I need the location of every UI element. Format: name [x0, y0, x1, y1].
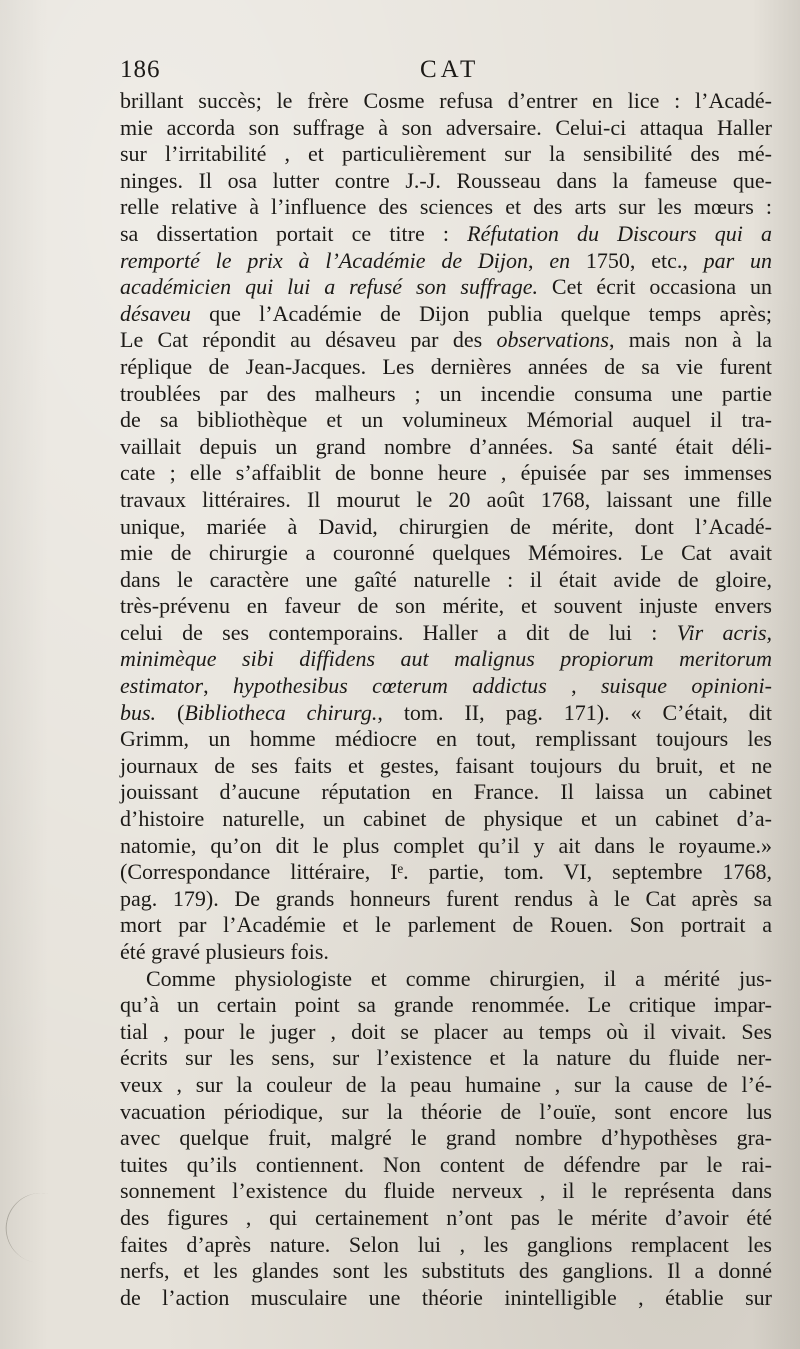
text-line: [120, 886, 772, 913]
text-run: brillant succès; le frère Cosme refusa d’entrer en lice : l’Acadé-: [120, 88, 772, 113]
text-line: [120, 487, 772, 514]
italic-text: hypothesibus cœterum addictus: [232, 673, 547, 699]
text-run: avec quelque fruit, malgré le grand nombre d’hypothèses gra-: [120, 1125, 772, 1151]
text-run: ,: [203, 673, 233, 699]
text-run: , tom. II, pag. 171). « C’était, dit: [377, 699, 772, 725]
text-line: [120, 1152, 772, 1179]
text-run: vacuation périodique, sur la théorie de l’ouïe, sont encore lus: [120, 1098, 772, 1124]
italic-text: suisque opinioni-: [601, 673, 772, 699]
text-run: que l’Académie de Dijon publia quelque temps après;: [190, 300, 772, 326]
text-line: [120, 1045, 772, 1072]
text-line: [120, 460, 772, 487]
text-run: tial , pour le juger , doit se placer au temps où il vivait. Ses: [120, 1018, 772, 1044]
text-line: [120, 806, 772, 833]
text-line: [120, 540, 772, 567]
italic-text: en: [549, 247, 571, 273]
italic-text: Réfutation du Discours qui a: [467, 220, 772, 246]
text-run: relle relative à l’influence des sciences et des arts sur les mœurs :: [120, 194, 772, 220]
text-line: [120, 141, 772, 168]
text-line: [120, 1205, 772, 1232]
text-run: de l’action musculaire une théorie inintelligible , établie sur: [120, 1284, 772, 1310]
text-run: troublées par des malheurs ; un incendie consuma une partie: [120, 380, 772, 406]
text-line: [120, 1125, 772, 1152]
text-run: des figures , qui certainement n’ont pas le mérite d’avoir été: [120, 1204, 772, 1230]
text-line: [120, 593, 772, 620]
text-run: écrits sur les sens, sur l’existence et la nature du fluide ner-: [120, 1045, 772, 1071]
text-line: [120, 168, 772, 195]
italic-text: estimator: [120, 673, 204, 699]
text-line: [120, 194, 772, 221]
text-run: journaux de ses faits et gestes, faisant toujours du bruit, et ne: [120, 752, 772, 778]
margin-pencil-mark: [0, 1187, 54, 1264]
italic-text: Bibliotheca chirurg.: [184, 699, 378, 725]
text-run: ninges. Il osa lutter contre J.-J. Rousseau dans la fameuse que-: [120, 167, 772, 193]
page-number: 186: [120, 56, 161, 83]
text-line: [120, 912, 772, 939]
text-run: travaux littéraires. Il mourut le 20 août 1768, laissant une fille: [120, 486, 772, 512]
text-run: nerfs, et les glandes sont les substituts des ganglions. Il a donné: [120, 1258, 772, 1284]
text-line: [120, 700, 772, 727]
text-line: [120, 354, 772, 381]
text-run: Comme physiologiste et comme chirurgien, il a mérité jus-: [146, 965, 772, 991]
text-run: sur l’irritabilité , et particulièrement sur la sensibilité des mé-: [120, 141, 772, 167]
text-run: Cet écrit occasiona un: [538, 274, 772, 300]
text-line: [120, 1019, 772, 1046]
italic-text: remporté le prix à l’Académie de Dijon: [120, 247, 529, 273]
text-line: [120, 88, 772, 115]
italic-text: bus.: [120, 699, 157, 725]
italic-text: observations: [496, 327, 609, 353]
text-line: [120, 1099, 772, 1126]
text-line: [120, 115, 772, 142]
text-line: [120, 859, 772, 886]
text-line: [120, 407, 772, 434]
text-run: veux , sur la couleur de la peau humaine , sur la cause de l’é-: [120, 1071, 772, 1097]
italic-text: par un: [703, 247, 773, 273]
text-line: [120, 1072, 772, 1099]
text-line: [120, 779, 772, 806]
text-line: [120, 434, 772, 461]
text-line: [120, 1285, 772, 1312]
text-line: [120, 1232, 772, 1259]
text-line: [120, 753, 772, 780]
italic-text: minimèque sibi diffidens aut malignus propiorum meritorum: [120, 646, 772, 672]
text-run: tuites qu’ils contiennent. Non content de défendre par le rai-: [120, 1151, 772, 1177]
italic-text: Vir acris,: [676, 619, 773, 645]
italic-text: académicien qui lui a refusé son suffrage.: [120, 274, 539, 300]
text-line: [120, 939, 772, 966]
text-line: [120, 327, 772, 354]
text-run: d’histoire naturelle, un cabinet de physique et un cabinet d’a-: [120, 806, 772, 832]
text-run: , mais non à la: [608, 327, 772, 353]
text-line: [120, 966, 772, 993]
text-line: [120, 833, 772, 860]
text-run: cate ; elle s’affaiblit de bonne heure , épuisée par ses immenses: [120, 460, 772, 486]
text-run: dans le caractère une gaîté naturelle : il était avide de gloire,: [120, 566, 772, 592]
running-head: CAT: [420, 56, 480, 83]
text-line: [120, 381, 772, 408]
italic-text: désaveu: [120, 300, 191, 326]
text-run: 1750, etc.,: [570, 247, 704, 273]
text-line: [120, 646, 772, 673]
text-run: réplique de Jean-Jacques. Les dernières années de sa vie furent: [120, 353, 772, 379]
text-run: ,: [546, 673, 601, 699]
text-run: été gravé plusieurs fois.: [120, 939, 329, 964]
text-run: natomie, qu’on dit le plus complet qu’il y ait dans le royaume.»: [120, 832, 772, 858]
text-run: pag. 179). De grands honneurs furent rendus à le Cat après sa: [120, 885, 772, 911]
text-run: mort par l’Académie et le parlement de Rouen. Son portrait a: [120, 912, 772, 938]
text-line: [120, 301, 772, 328]
text-line: [120, 567, 772, 594]
text-line: [120, 1258, 772, 1285]
text-line: [120, 221, 772, 248]
text-run: sa dissertation portait ce titre :: [120, 220, 468, 246]
body-text: [120, 88, 772, 1311]
text-line: [120, 673, 772, 700]
text-line: [120, 274, 772, 301]
text-run: ,: [528, 247, 550, 273]
text-line: [120, 620, 772, 647]
text-line: [120, 1178, 772, 1205]
text-line: [120, 992, 772, 1019]
text-run: vaillait depuis un grand nombre d’années. Sa santé était déli-: [120, 433, 772, 459]
text-run: (: [156, 699, 185, 725]
text-run: Grimm, un homme médiocre en tout, remplissant toujours les: [120, 726, 772, 752]
text-line: [120, 514, 772, 541]
text-run: Le Cat répondit au désaveu par des: [120, 327, 497, 353]
text-run: sonnement l’existence du fluide nerveux , il le représenta dans: [120, 1178, 772, 1204]
text-run: mie accorda son suffrage à son adversaire. Celui-ci attaqua Haller: [120, 114, 772, 140]
text-line: [120, 248, 772, 275]
text-run: très-prévenu en faveur de son mérite, et souvent injuste envers: [120, 593, 772, 619]
page-header: [120, 56, 772, 90]
text-run: (Correspondance littéraire, Iᵉ. partie, tom. VI, septembre 1768,: [120, 859, 772, 885]
text-run: jouissant d’aucune réputation en France. Il laissa un cabinet: [120, 779, 772, 805]
text-run: faites d’après nature. Selon lui , les ganglions remplacent les: [120, 1231, 772, 1257]
text-run: mie de chirurgie a couronné quelques Mémoires. Le Cat avait: [120, 540, 772, 566]
text-run: celui de ses contemporains. Haller a dit de lui :: [120, 619, 677, 645]
text-line: [120, 726, 772, 753]
text-run: qu’à un certain point sa grande renommée. Le critique impar-: [120, 992, 772, 1018]
text-run: de sa bibliothèque et un volumineux Mémorial auquel il tra-: [120, 407, 772, 433]
text-run: unique, mariée à David, chirurgien de mérite, dont l’Acadé-: [120, 513, 772, 539]
